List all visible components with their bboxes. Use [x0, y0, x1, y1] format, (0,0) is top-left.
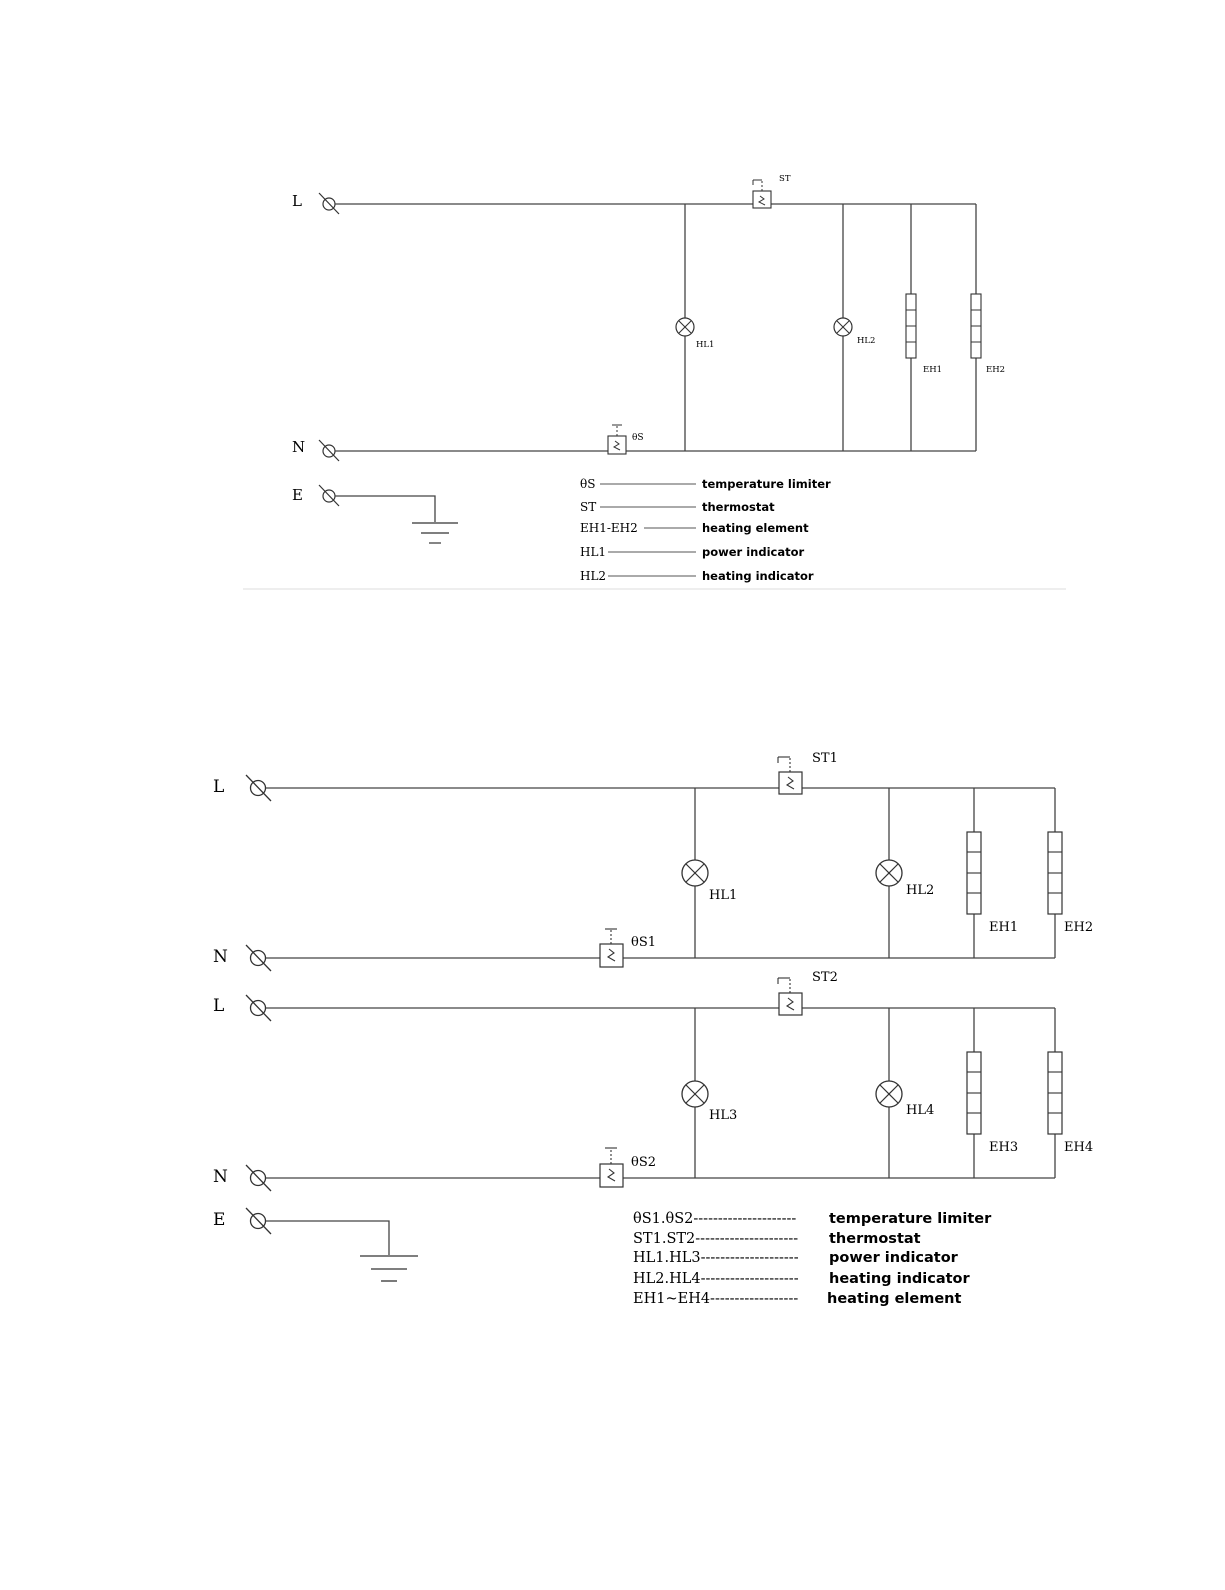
legend-row — [580, 521, 809, 535]
thermostat-st2-icon — [778, 978, 802, 1015]
legend-description: heating element — [827, 1291, 962, 1307]
eh4-label: EH4 — [1064, 1140, 1094, 1155]
temperature-limiter-s2-label: θS2 — [631, 1155, 657, 1170]
power-indicator-lamp-icon — [676, 318, 694, 336]
legend-code: ST1.ST2--------------------- — [633, 1231, 799, 1247]
hl4-label: HL4 — [906, 1103, 935, 1118]
legend-code: HL1 — [580, 545, 607, 559]
heating-element-eh2-icon — [971, 294, 981, 358]
legend-description: heating indicator — [829, 1271, 970, 1287]
eh2-label: EH2 — [986, 365, 1006, 375]
thermostat-st1-label: ST1 — [812, 751, 838, 766]
terminal-label-n: N — [213, 1167, 228, 1187]
legend-row — [633, 1271, 971, 1287]
temperature-limiter-s1-label: θS1 — [631, 935, 657, 950]
hl2-label: HL2 — [857, 336, 876, 346]
temperature-limiter-icon — [608, 425, 626, 454]
heating-element-eh4-icon — [1048, 1052, 1062, 1134]
legend-row — [580, 569, 814, 583]
legend-description: thermostat — [702, 500, 775, 514]
terminal-label-n: N — [213, 947, 228, 967]
heating-element-eh1-icon — [906, 294, 916, 358]
hl2-label: HL2 — [906, 883, 935, 898]
legend-description: power indicator — [702, 545, 805, 559]
legend-description: temperature limiter — [829, 1211, 992, 1227]
terminal-label-l: L — [213, 777, 225, 797]
eh2-label: EH2 — [1064, 920, 1094, 935]
legend-row — [580, 500, 775, 514]
power-indicator-lamp-icon — [682, 1081, 708, 1107]
ground-icon — [412, 523, 458, 543]
legend-code: EH1~EH4------------------ — [633, 1291, 799, 1307]
temperature-limiter-s1-icon — [600, 929, 623, 967]
legend — [633, 1211, 992, 1307]
heating-element-eh3-icon — [967, 1052, 981, 1134]
diagram-single-circuit — [243, 174, 1066, 589]
power-indicator-lamp-icon — [682, 860, 708, 886]
earth-wire — [266, 1221, 389, 1255]
legend-code: HL2 — [580, 569, 607, 583]
legend-code: ST — [580, 500, 597, 514]
legend-row — [633, 1291, 961, 1307]
hl1-label: HL1 — [696, 340, 715, 350]
hl1-label: HL1 — [709, 888, 738, 903]
heating-indicator-lamp-icon — [876, 860, 902, 886]
terminal-label-l: L — [213, 996, 225, 1016]
temperature-limiter-s2-icon — [600, 1148, 623, 1187]
terminal-label-e: E — [292, 486, 303, 504]
terminal-label-e: E — [213, 1210, 226, 1230]
eh1-label: EH1 — [989, 920, 1019, 935]
legend-row — [633, 1250, 959, 1266]
legend-row — [580, 477, 831, 491]
legend-code: θS — [580, 477, 596, 491]
legend-row — [633, 1211, 992, 1227]
legend-code: HL1.HL3-------------------- — [633, 1250, 799, 1266]
diagram-dual-circuit — [213, 751, 1093, 1307]
earth-wire — [335, 496, 435, 522]
heating-element-eh1-icon — [967, 832, 981, 914]
thermostat-st-icon — [753, 180, 771, 208]
heating-indicator-lamp-icon — [876, 1081, 902, 1107]
ground-icon — [360, 1256, 418, 1281]
legend-description: heating indicator — [702, 569, 814, 583]
legend-row — [633, 1231, 921, 1247]
heating-element-eh2-icon — [1048, 832, 1062, 914]
legend-description: heating element — [702, 521, 809, 535]
legend-row — [580, 545, 805, 559]
legend — [580, 477, 831, 583]
temperature-limiter-label: θS — [632, 433, 644, 443]
legend-code: EH1-EH2 — [580, 521, 638, 535]
legend-description: power indicator — [829, 1250, 958, 1266]
legend-code: θS1.θS2--------------------- — [633, 1211, 797, 1227]
legend-description: temperature limiter — [702, 477, 831, 491]
thermostat-st-label: ST — [779, 174, 791, 184]
terminal-label-l: L — [292, 192, 302, 210]
thermostat-st2-label: ST2 — [812, 970, 838, 985]
thermostat-st1-icon — [778, 757, 802, 794]
eh3-label: EH3 — [989, 1140, 1019, 1155]
legend-code: HL2.HL4-------------------- — [633, 1271, 799, 1287]
terminal-label-n: N — [292, 438, 306, 456]
legend-description: thermostat — [829, 1231, 921, 1247]
eh1-label: EH1 — [923, 365, 943, 375]
heating-indicator-lamp-icon — [834, 318, 852, 336]
hl3-label: HL3 — [709, 1108, 738, 1123]
